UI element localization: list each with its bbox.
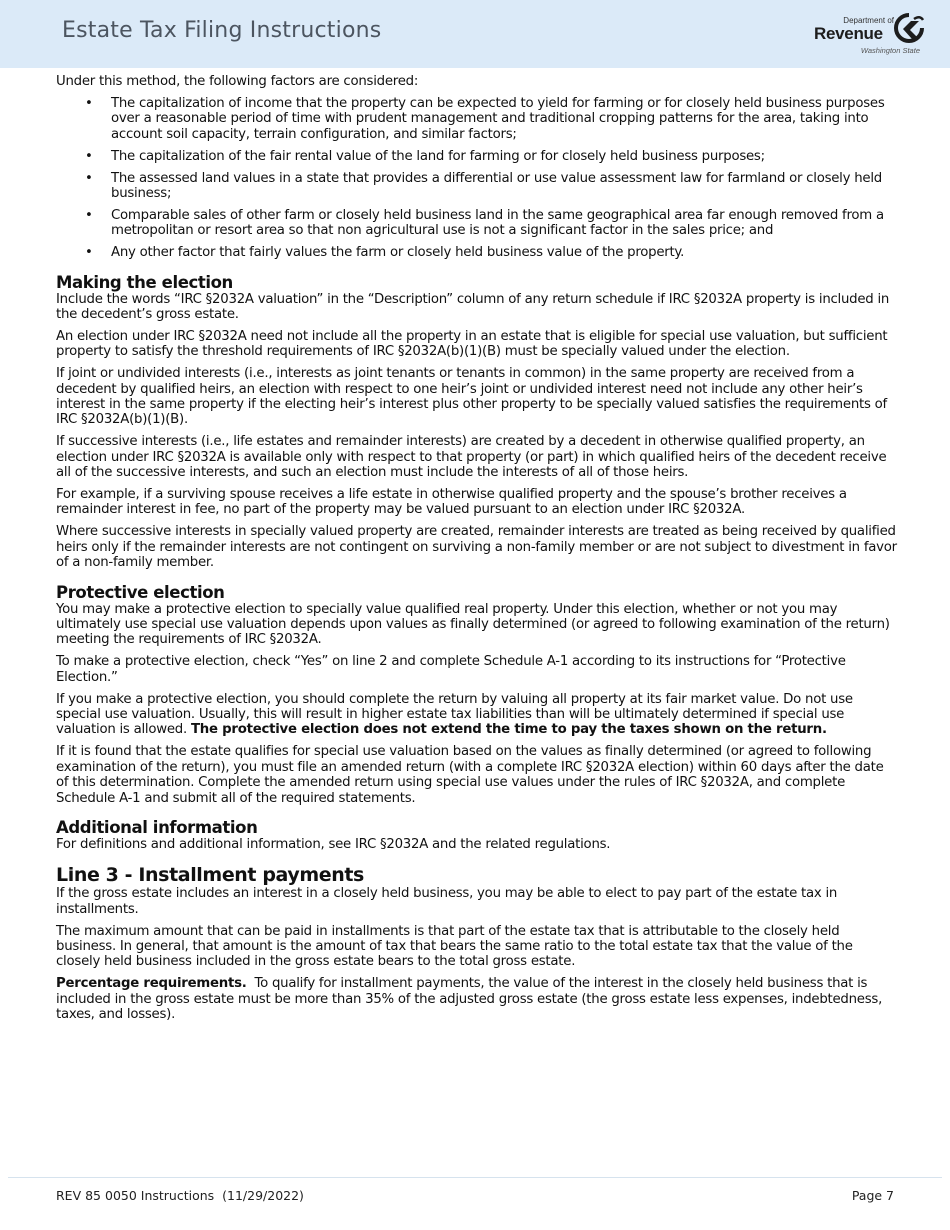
footer-divider (8, 1177, 942, 1178)
section-heading-making-election: Making the election (56, 272, 233, 292)
page-number: Page 7 (851, 1188, 894, 1203)
paragraph: For example, if a surviving spouse receives a life estate in otherwise qualified property and the spouse’s brother receives a remainder interest in fee, no part of the property may be valued pursuant to an election under IRC §2032A. (56, 487, 847, 518)
paragraph: For definitions and additional information, see IRC §2032A and the related regulations. (56, 836, 611, 852)
section-heading-line3: Line 3 - Installment payments (56, 864, 364, 887)
list-item: • Any other factor that fairly values the farm or closely held business value of the property. (111, 245, 898, 260)
section-heading-additional-info: Additional information (56, 817, 258, 837)
paragraph-text: If you make a protective election, you should complete the return by valuing all property at its fair market value. Do not use special use valuation. Usually, this will result in higher estate tax liabilities than will be ultimately determined if special use valuation is allowed. (56, 691, 853, 738)
factors-list (56, 96, 898, 261)
paragraph: If joint or undivided interests (i.e., interests as joint tenants or tenants in common) in the same property are received from a decedent by qualified heirs, an election with respect to one heir’s joint or undivided interest need not include any other heir’s interest in the same property if the electing heir’s interest plus other property to be specially valued satisfies the requirements of IRC §2032A(b)(1)(B). (56, 366, 887, 428)
dor-logo (814, 13, 924, 57)
paragraph: Where successive interests in specially valued property are created, remainder interests are treated as being received by qualified heirs only if the remainder interests are not contingent on surviving a non-family member or are not subject to divestment in favor of a non-family member. (56, 524, 897, 571)
footer-form-id: REV 85 0050 Instructions (11/29/2022) (56, 1188, 304, 1203)
logo-name: Revenue (814, 24, 883, 43)
paragraph: An election under IRC §2032A need not include all the property in an estate that is eligible for special use valuation, but sufficient property to satisfy the threshold requirements of IRC §2032A(b)(1)(B) must be specially valued under the election. (56, 328, 888, 360)
paragraph: If it is found that the estate qualifies for special use valuation based on the values as finally determined (or agreed to following examination of the return), you must file an amended return (with a complete IRC §2032A election) within 60 days after the date of this determination. Complete the amended return using special use values under the rules of IRC §2032A, and complete Schedule A-1 and submit all of the required statements. (56, 744, 884, 806)
bold-notice: The protective election does not extend the time to pay the taxes shown on the return. (190, 722, 827, 738)
paragraph-text: To qualify for installment payments, the value of the interest in the closely held business that is included in the gross estate must be more than 35% of the adjusted gross estate (the gross estate less expenses, indebtedness, taxes, and losses). (56, 976, 887, 1023)
paragraph (56, 692, 898, 738)
paragraph (56, 976, 898, 1022)
section-heading-protective-election: Protective election (56, 582, 225, 602)
paragraph: If successive interests (i.e., life estates and remainder interests) are created by a decedent in otherwise qualified property, an election under IRC §2032A is available only with respect to that property (or part) in which qualified heirs of the decedent receive all of the successive interests, and such an election must include the interests of all of those heirs. (56, 434, 887, 481)
list-item: • The capitalization of income that the property can be expected to yield for farming or for closely held business purposes over a reasonable period of time with prudent management and traditional cropping patterns for the area, taking into account soil capacity, terrain configuration, and similar factors; (111, 96, 898, 142)
logo-department: Department of (843, 16, 894, 25)
page-content (56, 74, 898, 1029)
header-title: Estate Tax Filing Instructions (62, 18, 382, 43)
revenue-logo-icon (894, 13, 924, 45)
paragraph: If the gross estate includes an interest in a closely held business, you may be able to elect to pay part of the estate tax in installments. (56, 886, 838, 917)
paragraph: You may make a protective election to specially value qualified real property. Under this election, whether or not you may ultimately use special use valuation depends upon values as finally determined (or agreed to following examination of the return) meeting the requirements of IRC §2032A. (56, 601, 890, 648)
percentage-requirements-label: Percentage requirements. (56, 976, 247, 992)
logo-state: Washington State (860, 46, 920, 55)
list-item: • The assessed land values in a state that provides a differential or use value assessment law for farmland or closely held business; (111, 171, 898, 202)
factors-intro: Under this method, the following factors are considered: (56, 74, 419, 89)
page-header (0, 0, 950, 68)
paragraph: To make a protective election, check “Yes” on line 2 and complete Schedule A-1 according to its instructions for “Protective Election.” (56, 654, 846, 685)
list-item: • The capitalization of the fair rental value of the land for farming or for closely held business purposes; (111, 149, 898, 164)
paragraph: The maximum amount that can be paid in installments is that part of the estate tax that is attributable to the closely held business. In general, that amount is the amount of tax that bears the same ratio to the total estate tax that the value of the closely held business included in the gross estate bears to the total gross estate. (56, 923, 853, 970)
paragraph: Include the words “IRC §2032A valuation” in the “Description” column of any return schedule if IRC §2032A property is included in the decedent’s gross estate. (56, 291, 890, 322)
list-item: • Comparable sales of other farm or closely held business land in the same geographical area far enough removed from a metropolitan or resort area so that non agricultural use is not a significant factor in the sales price; and (111, 208, 898, 239)
